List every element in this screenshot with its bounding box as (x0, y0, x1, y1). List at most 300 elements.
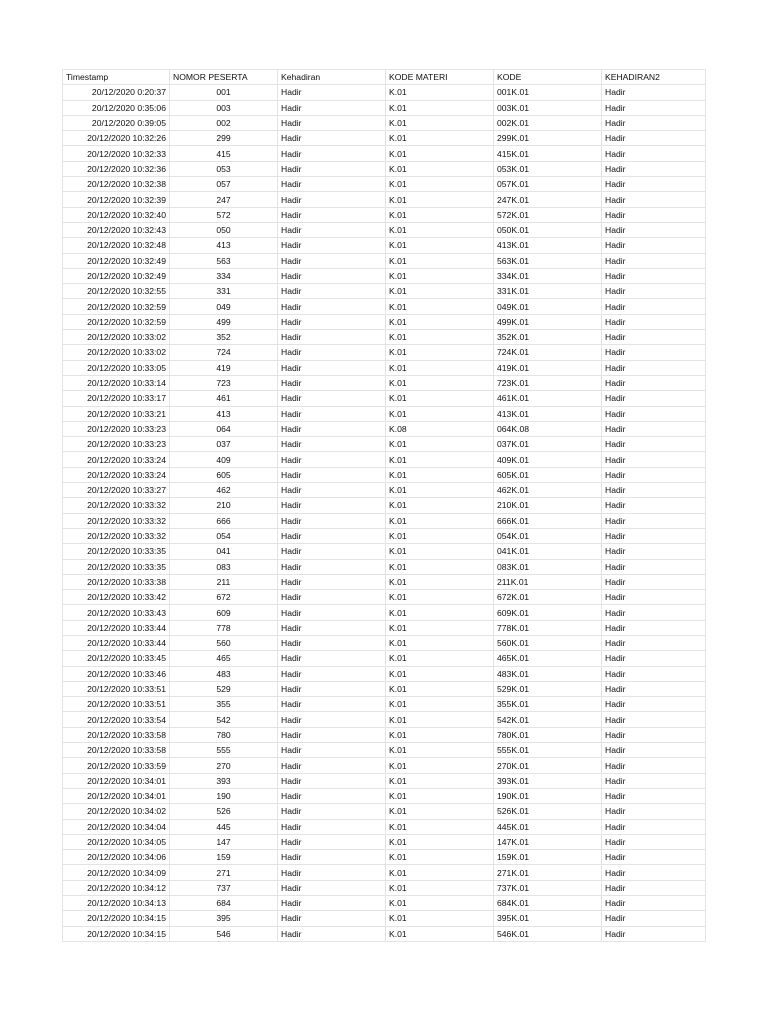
table-row (63, 865, 706, 880)
cell-kode: 572K.01 (494, 207, 602, 222)
cell-nomor-peserta: 211 (170, 574, 278, 589)
cell-kode-materi: K.01 (386, 605, 494, 620)
cell-nomor-peserta: 546 (170, 926, 278, 941)
cell-kode-materi: K.01 (386, 773, 494, 788)
cell-nomor-peserta: 445 (170, 819, 278, 834)
cell-nomor-peserta: 409 (170, 452, 278, 467)
cell-timestamp: 20/12/2020 10:33:58 (63, 727, 170, 742)
cell-kode: 393K.01 (494, 773, 602, 788)
cell-kehadiran: Hadir (278, 788, 386, 803)
cell-nomor-peserta: 461 (170, 391, 278, 406)
cell-timestamp: 20/12/2020 10:33:23 (63, 421, 170, 436)
cell-kode-materi: K.01 (386, 528, 494, 543)
table-row (63, 498, 706, 513)
cell-kehadiran2: Hadir (602, 207, 706, 222)
cell-kode: 037K.01 (494, 437, 602, 452)
cell-kode-materi: K.01 (386, 192, 494, 207)
cell-nomor-peserta: 355 (170, 697, 278, 712)
cell-timestamp: 20/12/2020 10:33:38 (63, 574, 170, 589)
table-row (63, 437, 706, 452)
cell-kehadiran2: Hadir (602, 498, 706, 513)
cell-kode: 666K.01 (494, 513, 602, 528)
cell-kode-materi: K.01 (386, 819, 494, 834)
cell-timestamp: 20/12/2020 10:33:35 (63, 544, 170, 559)
cell-timestamp: 20/12/2020 10:33:54 (63, 712, 170, 727)
cell-timestamp: 20/12/2020 10:33:45 (63, 651, 170, 666)
cell-kehadiran2: Hadir (602, 467, 706, 482)
cell-kode-materi: K.01 (386, 330, 494, 345)
cell-kode: 724K.01 (494, 345, 602, 360)
cell-kode: 462K.01 (494, 483, 602, 498)
cell-kehadiran: Hadir (278, 880, 386, 895)
cell-kehadiran2: Hadir (602, 284, 706, 299)
cell-kode-materi: K.01 (386, 712, 494, 727)
cell-kehadiran: Hadir (278, 850, 386, 865)
cell-timestamp: 20/12/2020 10:34:15 (63, 911, 170, 926)
cell-kehadiran2: Hadir (602, 131, 706, 146)
cell-kode: 723K.01 (494, 375, 602, 390)
cell-kode-materi: K.01 (386, 375, 494, 390)
cell-kode: 563K.01 (494, 253, 602, 268)
cell-timestamp: 20/12/2020 10:32:59 (63, 314, 170, 329)
cell-kode-materi: K.01 (386, 926, 494, 941)
table-row (63, 406, 706, 421)
cell-nomor-peserta: 147 (170, 834, 278, 849)
cell-kehadiran2: Hadir (602, 100, 706, 115)
cell-kode: 271K.01 (494, 865, 602, 880)
cell-kehadiran: Hadir (278, 544, 386, 559)
cell-timestamp: 20/12/2020 10:34:13 (63, 896, 170, 911)
cell-kehadiran: Hadir (278, 528, 386, 543)
cell-nomor-peserta: 609 (170, 605, 278, 620)
cell-timestamp: 20/12/2020 10:34:06 (63, 850, 170, 865)
cell-kode-materi: K.01 (386, 345, 494, 360)
table-row (63, 804, 706, 819)
cell-nomor-peserta: 462 (170, 483, 278, 498)
cell-kehadiran2: Hadir (602, 115, 706, 130)
cell-kode: 001K.01 (494, 85, 602, 100)
cell-nomor-peserta: 605 (170, 467, 278, 482)
cell-kode-materi: K.01 (386, 146, 494, 161)
cell-nomor-peserta: 054 (170, 528, 278, 543)
cell-kode-materi: K.01 (386, 115, 494, 130)
cell-kehadiran2: Hadir (602, 850, 706, 865)
cell-nomor-peserta: 334 (170, 268, 278, 283)
table-row (63, 880, 706, 895)
cell-kehadiran2: Hadir (602, 743, 706, 758)
cell-kode: 737K.01 (494, 880, 602, 895)
table-row (63, 574, 706, 589)
table-row (63, 131, 706, 146)
cell-kode-materi: K.01 (386, 666, 494, 681)
table-row (63, 651, 706, 666)
table-row (63, 345, 706, 360)
cell-timestamp: 20/12/2020 10:33:24 (63, 452, 170, 467)
cell-kode-materi: K.01 (386, 406, 494, 421)
table-row (63, 896, 706, 911)
cell-nomor-peserta: 159 (170, 850, 278, 865)
cell-kode-materi: K.01 (386, 834, 494, 849)
cell-nomor-peserta: 413 (170, 238, 278, 253)
cell-kode: 270K.01 (494, 758, 602, 773)
cell-timestamp: 20/12/2020 10:33:05 (63, 360, 170, 375)
cell-timestamp: 20/12/2020 10:33:59 (63, 758, 170, 773)
cell-timestamp: 20/12/2020 10:34:09 (63, 865, 170, 880)
cell-kehadiran: Hadir (278, 284, 386, 299)
cell-kehadiran2: Hadir (602, 758, 706, 773)
cell-kode: 049K.01 (494, 299, 602, 314)
cell-kode: 395K.01 (494, 911, 602, 926)
cell-kode: 465K.01 (494, 651, 602, 666)
table-row (63, 819, 706, 834)
cell-nomor-peserta: 247 (170, 192, 278, 207)
cell-kode-materi: K.01 (386, 513, 494, 528)
cell-kode: 054K.01 (494, 528, 602, 543)
cell-kehadiran2: Hadir (602, 666, 706, 681)
cell-kode: 609K.01 (494, 605, 602, 620)
table-row (63, 528, 706, 543)
cell-kode: 546K.01 (494, 926, 602, 941)
table-row (63, 467, 706, 482)
cell-kehadiran2: Hadir (602, 544, 706, 559)
cell-timestamp: 20/12/2020 10:34:15 (63, 926, 170, 941)
cell-kode: 529K.01 (494, 681, 602, 696)
cell-nomor-peserta: 483 (170, 666, 278, 681)
header-nomor-peserta: NOMOR PESERTA (170, 70, 278, 85)
table-row (63, 85, 706, 100)
cell-timestamp: 20/12/2020 10:33:44 (63, 620, 170, 635)
cell-timestamp: 20/12/2020 10:34:02 (63, 804, 170, 819)
cell-kode-materi: K.01 (386, 437, 494, 452)
cell-kode-materi: K.01 (386, 161, 494, 176)
cell-kehadiran2: Hadir (602, 727, 706, 742)
cell-timestamp: 20/12/2020 10:33:24 (63, 467, 170, 482)
cell-kode-materi: K.01 (386, 284, 494, 299)
cell-timestamp: 20/12/2020 10:32:49 (63, 268, 170, 283)
cell-kode-materi: K.01 (386, 299, 494, 314)
cell-kode-materi: K.01 (386, 635, 494, 650)
cell-nomor-peserta: 393 (170, 773, 278, 788)
cell-kode-materi: K.01 (386, 896, 494, 911)
cell-kehadiran: Hadir (278, 360, 386, 375)
cell-nomor-peserta: 526 (170, 804, 278, 819)
table-row (63, 268, 706, 283)
cell-nomor-peserta: 270 (170, 758, 278, 773)
header-kode-materi: KODE MATERI (386, 70, 494, 85)
cell-kehadiran: Hadir (278, 330, 386, 345)
cell-kehadiran: Hadir (278, 758, 386, 773)
cell-kehadiran: Hadir (278, 697, 386, 712)
cell-kode: 003K.01 (494, 100, 602, 115)
cell-kehadiran: Hadir (278, 192, 386, 207)
cell-kode: 331K.01 (494, 284, 602, 299)
cell-nomor-peserta: 271 (170, 865, 278, 880)
cell-timestamp: 20/12/2020 10:34:04 (63, 819, 170, 834)
cell-nomor-peserta: 572 (170, 207, 278, 222)
cell-nomor-peserta: 415 (170, 146, 278, 161)
cell-nomor-peserta: 666 (170, 513, 278, 528)
cell-nomor-peserta: 352 (170, 330, 278, 345)
cell-kode: 526K.01 (494, 804, 602, 819)
attendance-table (62, 69, 706, 942)
cell-kehadiran: Hadir (278, 452, 386, 467)
cell-nomor-peserta: 057 (170, 177, 278, 192)
table-row (63, 850, 706, 865)
cell-kehadiran: Hadir (278, 391, 386, 406)
cell-kehadiran: Hadir (278, 238, 386, 253)
cell-kode-materi: K.01 (386, 850, 494, 865)
cell-kode: 483K.01 (494, 666, 602, 681)
cell-kehadiran2: Hadir (602, 635, 706, 650)
cell-nomor-peserta: 083 (170, 559, 278, 574)
cell-kehadiran2: Hadir (602, 605, 706, 620)
cell-kode-materi: K.01 (386, 727, 494, 742)
table-row (63, 115, 706, 130)
cell-kode-materi: K.01 (386, 131, 494, 146)
table-row (63, 375, 706, 390)
cell-nomor-peserta: 555 (170, 743, 278, 758)
cell-kehadiran2: Hadir (602, 483, 706, 498)
cell-kode: 050K.01 (494, 222, 602, 237)
table-row (63, 559, 706, 574)
cell-kehadiran2: Hadir (602, 590, 706, 605)
cell-nomor-peserta: 778 (170, 620, 278, 635)
table-row (63, 743, 706, 758)
cell-timestamp: 20/12/2020 10:33:32 (63, 528, 170, 543)
cell-kode: 413K.01 (494, 406, 602, 421)
cell-kehadiran2: Hadir (602, 177, 706, 192)
header-timestamp: Timestamp (63, 70, 170, 85)
cell-timestamp: 20/12/2020 10:32:48 (63, 238, 170, 253)
cell-timestamp: 20/12/2020 10:32:39 (63, 192, 170, 207)
cell-kode-materi: K.01 (386, 865, 494, 880)
cell-timestamp: 20/12/2020 10:34:01 (63, 788, 170, 803)
cell-timestamp: 20/12/2020 10:32:43 (63, 222, 170, 237)
cell-kode-materi: K.08 (386, 421, 494, 436)
cell-kehadiran2: Hadir (602, 926, 706, 941)
cell-kode: 419K.01 (494, 360, 602, 375)
cell-kehadiran: Hadir (278, 926, 386, 941)
cell-nomor-peserta: 041 (170, 544, 278, 559)
header-kehadiran2: KEHADIRAN2 (602, 70, 706, 85)
cell-nomor-peserta: 465 (170, 651, 278, 666)
cell-kehadiran: Hadir (278, 467, 386, 482)
cell-kode-materi: K.01 (386, 804, 494, 819)
header-kode: KODE (494, 70, 602, 85)
cell-kehadiran: Hadir (278, 345, 386, 360)
cell-kehadiran2: Hadir (602, 391, 706, 406)
cell-kode: 409K.01 (494, 452, 602, 467)
cell-kehadiran: Hadir (278, 804, 386, 819)
cell-kehadiran: Hadir (278, 115, 386, 130)
cell-kehadiran: Hadir (278, 513, 386, 528)
table-row (63, 712, 706, 727)
cell-timestamp: 20/12/2020 10:33:32 (63, 513, 170, 528)
cell-kode: 002K.01 (494, 115, 602, 130)
cell-timestamp: 20/12/2020 10:32:40 (63, 207, 170, 222)
cell-kode: 355K.01 (494, 697, 602, 712)
cell-kode: 041K.01 (494, 544, 602, 559)
cell-kehadiran: Hadir (278, 299, 386, 314)
table-row (63, 452, 706, 467)
cell-timestamp: 20/12/2020 10:33:17 (63, 391, 170, 406)
cell-kode: 210K.01 (494, 498, 602, 513)
cell-kehadiran: Hadir (278, 375, 386, 390)
cell-kehadiran2: Hadir (602, 880, 706, 895)
cell-nomor-peserta: 672 (170, 590, 278, 605)
cell-nomor-peserta: 190 (170, 788, 278, 803)
cell-kehadiran2: Hadir (602, 314, 706, 329)
cell-kode-materi: K.01 (386, 544, 494, 559)
cell-kode: 334K.01 (494, 268, 602, 283)
cell-kehadiran2: Hadir (602, 268, 706, 283)
cell-kode: 605K.01 (494, 467, 602, 482)
table-row (63, 146, 706, 161)
cell-kode: 542K.01 (494, 712, 602, 727)
cell-kehadiran2: Hadir (602, 330, 706, 345)
cell-kehadiran: Hadir (278, 314, 386, 329)
cell-kehadiran2: Hadir (602, 146, 706, 161)
cell-kode-materi: K.01 (386, 743, 494, 758)
cell-kehadiran2: Hadir (602, 360, 706, 375)
cell-timestamp: 20/12/2020 10:33:42 (63, 590, 170, 605)
cell-kode-materi: K.01 (386, 681, 494, 696)
cell-kode-materi: K.01 (386, 788, 494, 803)
cell-nomor-peserta: 529 (170, 681, 278, 696)
cell-kehadiran2: Hadir (602, 697, 706, 712)
cell-timestamp: 20/12/2020 10:32:59 (63, 299, 170, 314)
cell-kehadiran2: Hadir (602, 819, 706, 834)
cell-timestamp: 20/12/2020 10:33:23 (63, 437, 170, 452)
table-row (63, 330, 706, 345)
table-row (63, 620, 706, 635)
cell-timestamp: 20/12/2020 10:32:49 (63, 253, 170, 268)
cell-kehadiran: Hadir (278, 100, 386, 115)
cell-kode: 083K.01 (494, 559, 602, 574)
cell-kode: 461K.01 (494, 391, 602, 406)
cell-kehadiran: Hadir (278, 437, 386, 452)
cell-kehadiran2: Hadir (602, 834, 706, 849)
cell-kode-materi: K.01 (386, 590, 494, 605)
cell-kode: 064K.08 (494, 421, 602, 436)
cell-kehadiran2: Hadir (602, 421, 706, 436)
cell-nomor-peserta: 299 (170, 131, 278, 146)
cell-kehadiran: Hadir (278, 819, 386, 834)
cell-kode: 211K.01 (494, 574, 602, 589)
cell-kode-materi: K.01 (386, 177, 494, 192)
cell-kode: 190K.01 (494, 788, 602, 803)
cell-kehadiran2: Hadir (602, 406, 706, 421)
cell-kode: 780K.01 (494, 727, 602, 742)
cell-kehadiran: Hadir (278, 605, 386, 620)
cell-kode: 159K.01 (494, 850, 602, 865)
table-row (63, 207, 706, 222)
cell-kode-materi: K.01 (386, 253, 494, 268)
cell-nomor-peserta: 003 (170, 100, 278, 115)
cell-kehadiran: Hadir (278, 743, 386, 758)
cell-kehadiran2: Hadir (602, 85, 706, 100)
cell-kehadiran: Hadir (278, 773, 386, 788)
cell-timestamp: 20/12/2020 10:32:38 (63, 177, 170, 192)
cell-kehadiran2: Hadir (602, 222, 706, 237)
cell-nomor-peserta: 395 (170, 911, 278, 926)
cell-kehadiran2: Hadir (602, 574, 706, 589)
cell-nomor-peserta: 331 (170, 284, 278, 299)
cell-timestamp: 20/12/2020 10:33:32 (63, 498, 170, 513)
cell-kehadiran: Hadir (278, 574, 386, 589)
cell-kode-materi: K.01 (386, 238, 494, 253)
cell-nomor-peserta: 053 (170, 161, 278, 176)
cell-kehadiran: Hadir (278, 651, 386, 666)
cell-kode-materi: K.01 (386, 360, 494, 375)
cell-kehadiran2: Hadir (602, 788, 706, 803)
table-row (63, 314, 706, 329)
table-row (63, 238, 706, 253)
table-row (63, 161, 706, 176)
cell-kehadiran: Hadir (278, 911, 386, 926)
cell-nomor-peserta: 560 (170, 635, 278, 650)
table-row (63, 666, 706, 681)
cell-kehadiran2: Hadir (602, 773, 706, 788)
cell-nomor-peserta: 780 (170, 727, 278, 742)
cell-timestamp: 20/12/2020 10:33:27 (63, 483, 170, 498)
table-row (63, 299, 706, 314)
cell-kehadiran2: Hadir (602, 238, 706, 253)
cell-kehadiran2: Hadir (602, 804, 706, 819)
cell-kehadiran: Hadir (278, 635, 386, 650)
cell-kehadiran2: Hadir (602, 192, 706, 207)
table-row (63, 605, 706, 620)
cell-kehadiran: Hadir (278, 207, 386, 222)
cell-timestamp: 20/12/2020 10:33:21 (63, 406, 170, 421)
cell-kode: 299K.01 (494, 131, 602, 146)
cell-kode: 415K.01 (494, 146, 602, 161)
cell-kode: 684K.01 (494, 896, 602, 911)
table-row (63, 926, 706, 941)
cell-timestamp: 20/12/2020 10:33:46 (63, 666, 170, 681)
cell-kode-materi: K.01 (386, 467, 494, 482)
table-row (63, 100, 706, 115)
cell-kode-materi: K.01 (386, 620, 494, 635)
cell-timestamp: 20/12/2020 0:35:06 (63, 100, 170, 115)
cell-kehadiran2: Hadir (602, 620, 706, 635)
cell-kode-materi: K.01 (386, 268, 494, 283)
table-row (63, 758, 706, 773)
table-row (63, 483, 706, 498)
table-row (63, 421, 706, 436)
cell-timestamp: 20/12/2020 10:33:35 (63, 559, 170, 574)
cell-timestamp: 20/12/2020 0:20:37 (63, 85, 170, 100)
cell-kode-materi: K.01 (386, 207, 494, 222)
cell-kode: 555K.01 (494, 743, 602, 758)
table-row (63, 834, 706, 849)
cell-kehadiran: Hadir (278, 406, 386, 421)
cell-kehadiran: Hadir (278, 681, 386, 696)
cell-kode-materi: K.01 (386, 498, 494, 513)
cell-kehadiran: Hadir (278, 268, 386, 283)
table-row (63, 222, 706, 237)
cell-timestamp: 20/12/2020 10:32:26 (63, 131, 170, 146)
cell-kode: 778K.01 (494, 620, 602, 635)
cell-kode: 352K.01 (494, 330, 602, 345)
cell-kehadiran: Hadir (278, 865, 386, 880)
cell-nomor-peserta: 419 (170, 360, 278, 375)
table-row (63, 177, 706, 192)
cell-timestamp: 20/12/2020 10:33:14 (63, 375, 170, 390)
cell-nomor-peserta: 737 (170, 880, 278, 895)
table-row (63, 360, 706, 375)
table-row (63, 773, 706, 788)
